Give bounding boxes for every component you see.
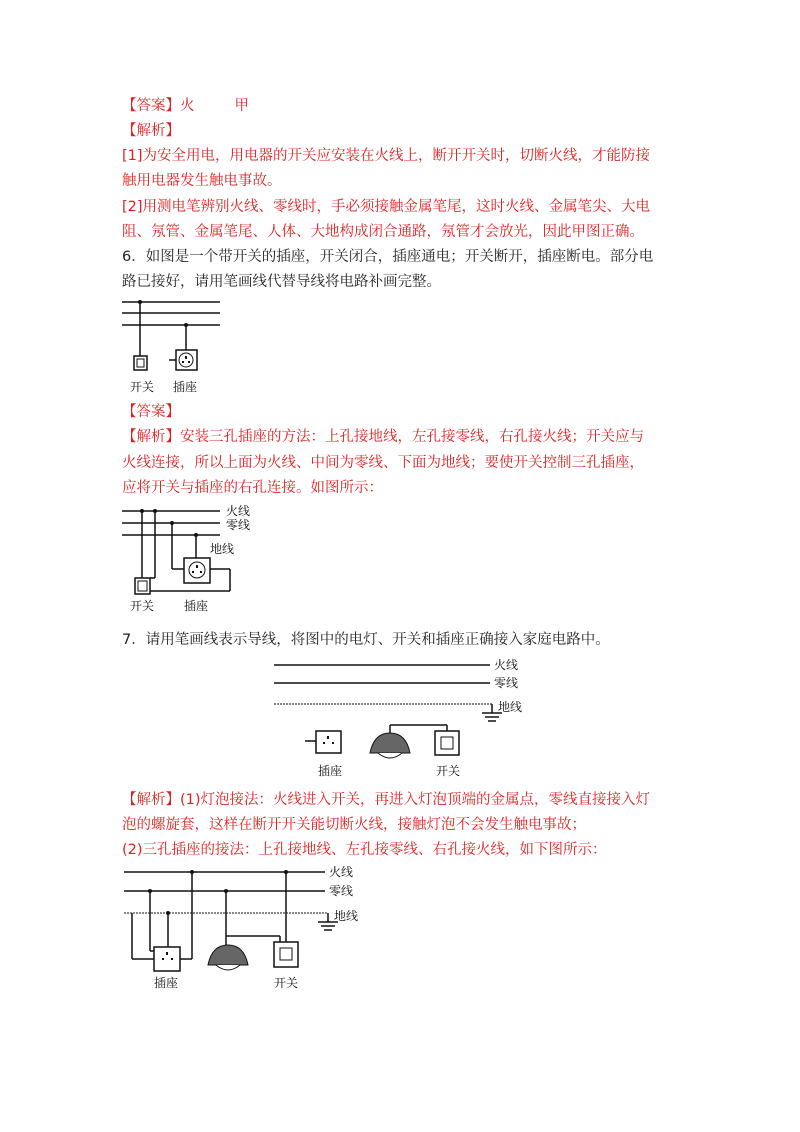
answer-value-1: 火 (180, 98, 195, 114)
question-text: 7．请用笔画线表示导线，将图中的电灯、开关和插座正确接入家庭电路中。 (122, 632, 610, 648)
neutral-wire-label: 零线 (329, 884, 354, 898)
analysis-tag: 【解析】 (122, 429, 180, 445)
q7-question-figure (270, 655, 530, 780)
question-text: 路已接好，请用笔画线代替导线将电路补画完整。 (122, 274, 441, 290)
switch-label: 开关 (436, 764, 461, 778)
analysis-text: [2]用测电笔辨别火线、零线时，手必须接触金属笔尾，这时火线、金属笔尖、大电 (122, 199, 651, 215)
socket-label: 插座 (318, 764, 343, 778)
q7-answer-figure (120, 862, 370, 992)
ground-wire-label: 地线 (334, 909, 359, 923)
live-wire-label: 火线 (494, 658, 519, 672)
analysis-text: 触用电器发生触电事故。 (122, 173, 282, 189)
switch-label: 开关 (130, 599, 155, 613)
ground-wire-label: 地线 (210, 542, 235, 556)
question-text: 6．如图是一个带开关的插座，开关闭合，插座通电；开关断开，插座断电。部分电 (122, 249, 654, 265)
analysis-tag: 【解析】 (122, 792, 180, 808)
analysis-text: 应将开关与插座的右孔连接。如图所示： (122, 480, 383, 496)
switch-label: 开关 (130, 380, 155, 394)
q5-answer-line (122, 95, 249, 117)
live-wire-label: 火线 (329, 865, 354, 879)
q6-analysis-line (122, 426, 644, 448)
analysis-text: 安装三孔插座的方法：上孔接地线，左孔接零线，右孔接火线；开关应与 (180, 429, 644, 445)
socket-label: 插座 (173, 380, 198, 394)
analysis-text: (1)灯泡接法：火线进入开关，再进入灯泡顶端的金属点，零线直接接入灯 (180, 792, 651, 808)
analysis-text: 阻、氖管、金属笔尾、人体、大地构成闭合通路，氖管才会放光，因此甲图正确。 (122, 224, 644, 240)
analysis-text: 泡的螺旋套，这样在断开开关能切断火线，接触灯泡不会发生触电事故； (122, 817, 586, 833)
q6-question-figure (120, 298, 230, 398)
analysis-tag: 【解析】 (122, 123, 180, 139)
answer-tag: 【答案】 (122, 404, 180, 420)
socket-label: 插座 (154, 976, 179, 990)
analysis-text: 火线连接，所以上面为火线、中间为零线、下面为地线；要使开关控制三孔插座， (122, 455, 644, 471)
q6-answer-figure (120, 503, 280, 618)
answer-value-2: 甲 (234, 98, 249, 114)
answer-tag: 【答案】 (122, 98, 180, 114)
switch-label: 开关 (274, 976, 299, 990)
live-wire-label: 火线 (226, 504, 251, 518)
neutral-wire-label: 零线 (226, 518, 251, 532)
neutral-wire-label: 零线 (494, 676, 519, 690)
q7-analysis-line (122, 789, 650, 811)
ground-wire-label: 地线 (498, 700, 523, 714)
analysis-text: [1]为安全用电，用电器的开关应安装在火线上，断开开关时，切断火线，才能防接 (122, 148, 651, 164)
analysis-text: (2)三孔插座的接法：上孔接地线、左孔接零线、右孔接火线，如下图所示： (122, 842, 607, 858)
socket-label: 插座 (184, 599, 209, 613)
